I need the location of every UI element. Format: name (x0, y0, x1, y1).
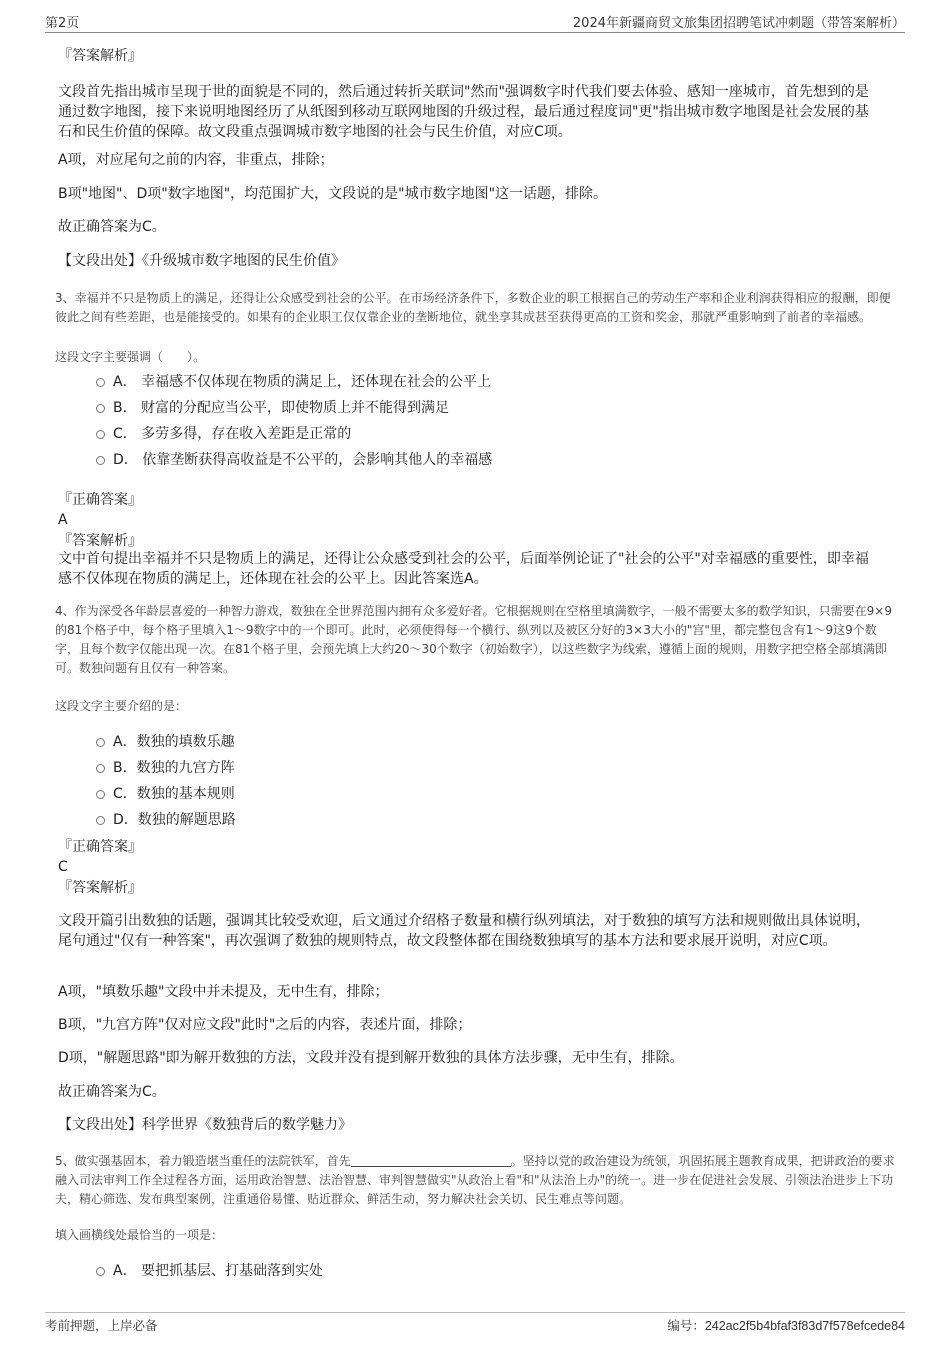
question-4-option-b[interactable]: B．数独的九宫方阵 (96, 758, 235, 778)
radio-icon[interactable] (96, 404, 105, 413)
question-4-option-d[interactable]: D．数独的解题思路 (96, 810, 236, 830)
question-3-option-a[interactable]: A． 幸福感不仅体现在物质的满足上，还体现在社会的公平上 (96, 372, 491, 392)
question-3-analysis-label: 『答案解析』 (58, 533, 142, 549)
question-4-answer: C (58, 859, 68, 875)
question-3-analysis: 文中首句提出幸福并不只是物质上的满足，还得让公众感受到社会的公平，后面举例论证了"社会的公平"对幸福感的重要性，即幸福感不仅体现在物质的满足上，还体现在社会的公平上。因此答案选A。 (58, 551, 869, 587)
radio-icon[interactable] (96, 764, 105, 773)
analysis-note-bd: B项"地图"、D项"数字地图"，均范围扩大，文段说的是"城市数字地图"这一话题，排除。 (58, 186, 608, 202)
document-id: 编号：242ac2f5b4bfaf3f83d7f578efcede84 (667, 1319, 905, 1333)
radio-icon[interactable] (96, 1267, 105, 1276)
question-4-option-c[interactable]: C．数独的基本规则 (96, 784, 235, 804)
analysis-text: 文段首先指出城市呈现于世的面貌是不同的，然后通过转折关联词"然而"强调数字时代我们要去体验、感知一座城市，首先想到的是通过数字地图，接下来说明地图经历了从纸图到移动互联网地图的升级过程，最后通过程度词"更"指出城市数字地图是社会发展的基石和民生价值的保障。故文段重点强调城市数字地图的社会与民生价值，对应C项。 (58, 84, 869, 140)
page-header (45, 10, 905, 33)
question-4-source: 【文段出处】科学世界《数独背后的数学魅力》 (58, 1117, 352, 1133)
radio-icon[interactable] (96, 456, 105, 465)
question-4-note-a: A项，"填数乐趣"文段中并未提及，无中生有，排除； (58, 984, 389, 1000)
radio-icon[interactable] (96, 738, 105, 747)
fill-in-blank (351, 1154, 511, 1167)
document-title: 2024年新疆商贸文旅集团招聘笔试冲刺题（带答案解析） (572, 16, 905, 31)
radio-icon[interactable] (96, 430, 105, 439)
question-3-text: 3、幸福并不只是物质上的满足，还得让公众感受到社会的公平。在市场经济条件下，多数企业的职工根据自己的劳动生产率和企业利润获得相应的报酬，即便彼此之间有些差距，也是能接受的。如果有的企业职工仅仅靠企业的垄断地位，就坐享其成甚至获得更高的工资和奖金，那就严重影响到了前者的幸福感。 (55, 291, 891, 324)
question-3-prompt: 这段文字主要强调（ ）。 (55, 350, 206, 364)
question-4-note-d: D项，"解题思路"即为解开数独的方法，文段并没有提到解开数独的具体方法步骤，无中生有，排除。 (58, 1050, 684, 1066)
question-4-option-a[interactable]: A．数独的填数乐趣 (96, 732, 235, 752)
analysis-note-a: A项，对应尾句之前的内容，非重点，排除； (58, 152, 334, 168)
question-3-option-d[interactable]: D． 依靠垄断获得高收益是不公平的，会影响其他人的幸福感 (96, 450, 492, 470)
question-4-analysis: 文段开篇引出数独的话题，强调其比较受欢迎，后文通过介绍格子数量和横行纵列填法，对于数独的填写方法和规则做出具体说明，尾句通过"仅有一种答案"，再次强调了数独的规则特点，故文段整体都在围绕数独填写的基本方法和要求展开说明，对应C项。 (58, 913, 870, 949)
question-3-answer: A (58, 512, 68, 528)
radio-icon[interactable] (96, 378, 105, 387)
question-3-answer-label: 『正确答案』 (58, 492, 142, 508)
radio-icon[interactable] (96, 816, 105, 825)
question-5-text: 5、做实强基固本，着力锻造堪当重任的法院铁军，首先 。坚持以党的政治建设为统领，巩固拓展主题教育成果，把讲政治的要求融入司法审判工作全过程各方面，运用政治智慧、法治智慧、审判智慧做实"从政治上看"和"从法治上办"的统一。进一步在促进社会发展、引领法治进步上下功夫，精心筛选、发布典型案例，注重通俗易懂、贴近群众、鲜活生动，努力解决社会关切、民生难点等问题。 (55, 1154, 895, 1206)
question-4-answer-label: 『正确答案』 (58, 839, 142, 855)
analysis-label: 『答案解析』 (58, 48, 142, 64)
question-5-option-a[interactable]: A． 要把抓基层、打基础落到实处 (96, 1261, 323, 1281)
question-3-option-b[interactable]: B． 财富的分配应当公平，即使物质上并不能得到满足 (96, 398, 449, 418)
question-4-prompt: 这段文字主要介绍的是： (55, 699, 188, 713)
radio-icon[interactable] (96, 790, 105, 799)
question-4-analysis-label: 『答案解析』 (58, 880, 142, 896)
question-3-option-c[interactable]: C． 多劳多得，存在收入差距是正常的 (96, 424, 351, 444)
page-footer (45, 1312, 905, 1337)
question-5-prompt: 填入画横线处最恰当的一项是： (55, 1228, 224, 1242)
analysis-conclusion: 故正确答案为C。 (58, 219, 166, 235)
question-4-text: 4、作为深受各年龄层喜爱的一种智力游戏，数独在全世界范围内拥有众多爱好者。它根据规则在空格里填满数字，一般不需要太多的数学知识，只需要在9×9的81个格子中，每个格子里填入1～9数字中的一个即可。此时，必须使得每一个横行、纵列以及被区分好的3×3大小的"宫"里，都完整包含有1～9这9个数字，且每个数字仅能出现一次。在81个格子里，会预先填上大约20～30个数字（初始数字），以这些数字为线索，遵循上面的规则，用数字把空格全部填满即可。数独问题有且仅有一种答案。 (55, 604, 892, 675)
passage-source: 【文段出处】《升级城市数字地图的民生价值》 (58, 253, 345, 269)
footer-slogan: 考前押题，上岸必备 (45, 1318, 158, 1333)
page-number: 第2页 (45, 16, 80, 31)
question-4-conclusion: 故正确答案为C。 (58, 1084, 166, 1100)
question-4-note-b: B项，"九宫方阵"仅对应文段"此时"之后的内容，表述片面，排除； (58, 1017, 472, 1033)
